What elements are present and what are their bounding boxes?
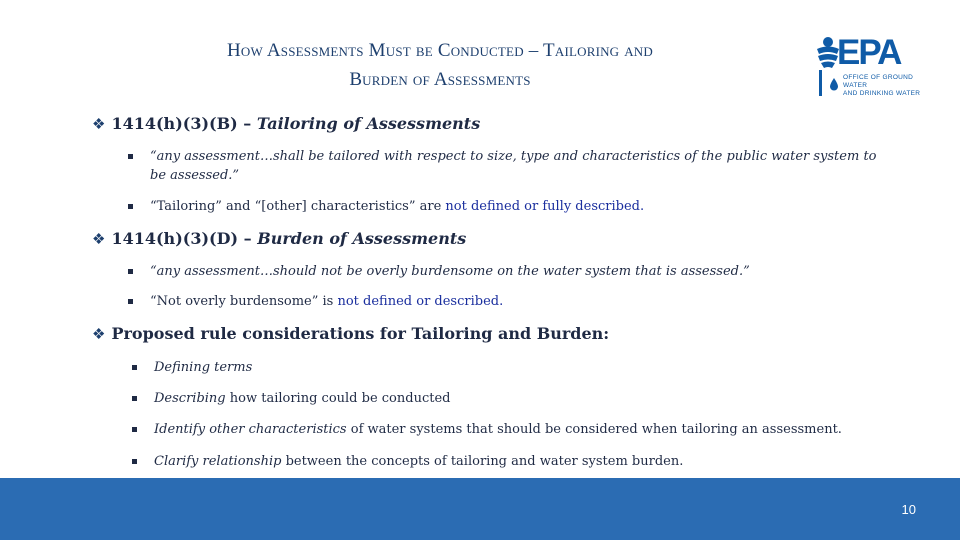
bullet-burden-definition: “Not overly burdensome” is not defined or described. [128, 292, 888, 312]
logo-divider [819, 70, 822, 96]
diamond-bullet-icon: ❖ [92, 115, 106, 133]
office-name: OFFICE OF GROUND WATER AND DRINKING WATER [843, 74, 921, 97]
bullet-defining-terms: Defining terms [132, 358, 892, 378]
square-bullet-icon [128, 204, 133, 209]
square-bullet-icon [132, 427, 137, 432]
title-line-1: How Assessments Must be Conducted – Tailoring and [226, 40, 653, 61]
epa-logo [815, 33, 925, 98]
water-drop-icon [829, 78, 839, 91]
bullet-tailoring-quote: “any assessment…shall be tailored with respect to size, type and characteristics of the public water system to be assessed.” [128, 147, 888, 187]
diamond-bullet-icon: ❖ [92, 230, 106, 248]
square-bullet-icon [128, 154, 133, 159]
bullet-identify-characteristics: Identify other characteristics of water systems that should be considered when tailoring an assessment. [132, 420, 892, 440]
epa-wordmark: EPA [837, 33, 901, 72]
square-bullet-icon [132, 365, 137, 370]
page-title [120, 36, 760, 94]
diamond-bullet-icon: ❖ [92, 325, 106, 343]
square-bullet-icon [128, 269, 133, 274]
title-line-2: Burden of Assessments [349, 69, 531, 90]
square-bullet-icon [132, 396, 137, 401]
square-bullet-icon [128, 299, 133, 304]
bullet-clarify-relationship: Clarify relationship between the concepts of tailoring and water system burden. [132, 452, 892, 472]
square-bullet-icon [132, 459, 137, 464]
section-heading-burden: ❖ 1414(h)(3)(D) – Burden of Assessments [92, 229, 467, 248]
footer-bar [0, 478, 960, 540]
bullet-tailoring-definition: “Tailoring” and “[other] characteristics” are not defined or fully described. [128, 197, 888, 217]
section-heading-proposed-rule: ❖ Proposed rule considerations for Tailoring and Burden: [92, 324, 610, 343]
bullet-describing: Describing how tailoring could be conducted [132, 389, 892, 409]
section-heading-tailoring: ❖ 1414(h)(3)(B) – Tailoring of Assessments [92, 114, 481, 133]
page-number: 10 [901, 502, 916, 517]
bullet-burden-quote: “any assessment…should not be overly burdensome on the water system that is assessed.” [128, 262, 888, 282]
